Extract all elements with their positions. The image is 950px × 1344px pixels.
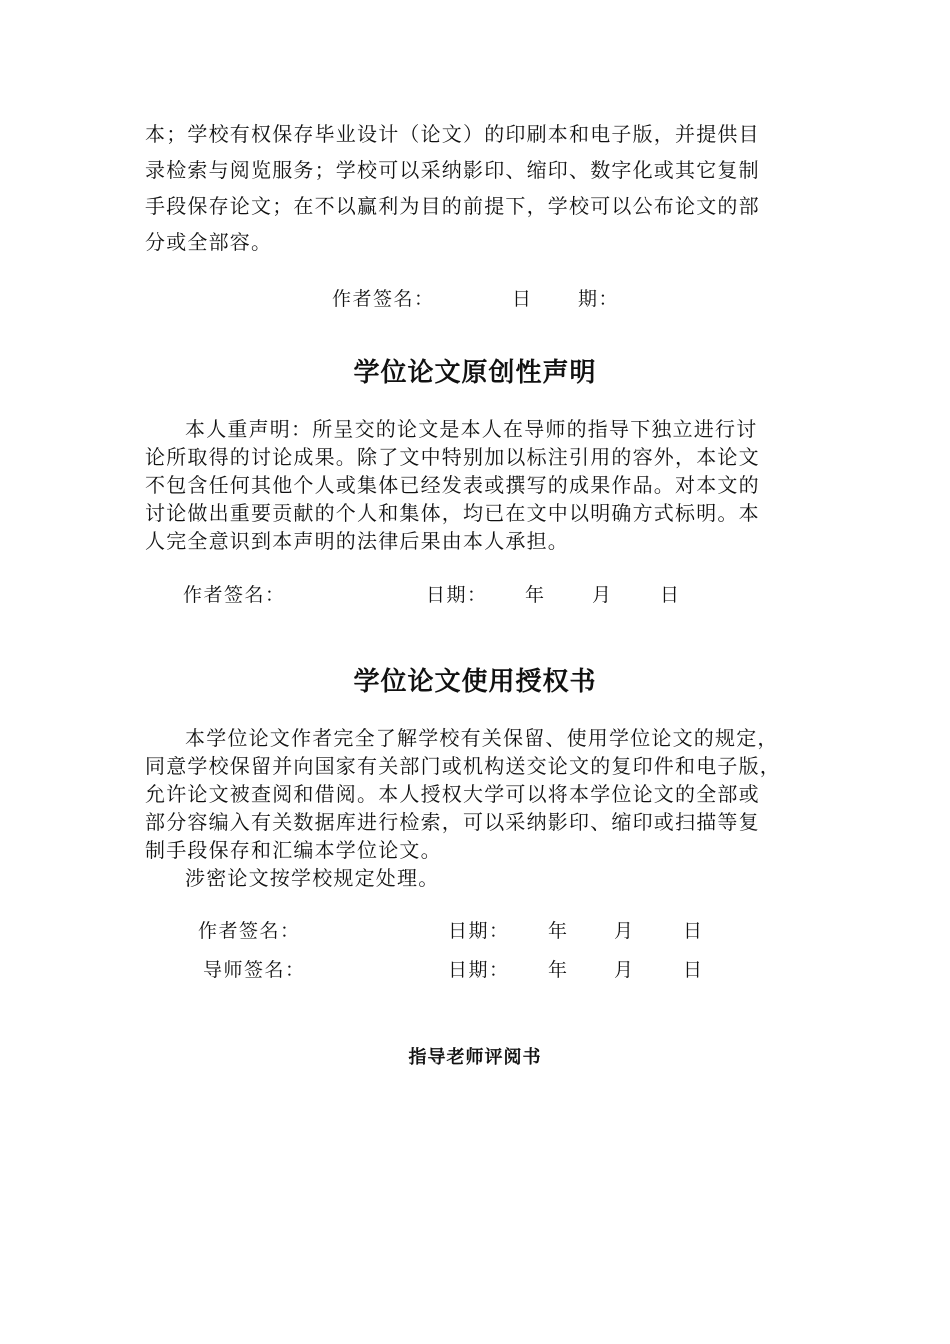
authorization-advisor-date-label: 日期： [448,959,510,981]
intro-date-label-period: 期： [578,288,620,310]
authorization-line: 制手段保存和汇编本学位论文。 [145,838,442,862]
originality-author-signature-label: 作者签名： [183,584,286,606]
authorization-advisor-signature-label: 导师签名： [203,959,306,981]
authorization-author-date-label: 日期： [448,920,510,942]
originality-line: 论所取得的讨论成果。除了文中特别加以标注引用的容外，本论文 [145,445,760,469]
authorization-paragraph [145,724,805,892]
originality-line: 不包含任何其他个人或集体已经发表或撰写的成果作品。对本文的 [145,473,760,497]
originality-line: 人完全意识到本声明的法律后果由本人承担。 [145,529,569,553]
authorization-line: 同意学校保留并向国家有关部门或机构送交论文的复印件和电子版， [145,754,781,778]
authorization-line: 允许论文被查阅和借阅。本人授权大学可以将本学位论文的全部或 [145,782,760,806]
authorization-advisor-day-label: 日 [683,959,704,981]
authorization-advisor-year-label: 年 [548,959,569,981]
authorization-title: 学位论文使用授权书 [353,667,597,697]
originality-day-label: 日 [660,584,681,606]
intro-author-signature-label: 作者签名： [332,288,435,310]
intro-date-label-day: 日 [512,288,533,310]
authorization-line: 部分容编入有关数据库进行检索，可以采纳影印、缩印或扫描等复 [145,810,760,834]
authorization-author-year-label: 年 [548,920,569,942]
originality-title: 学位论文原创性声明 [353,358,597,388]
intro-paragraph [145,120,805,256]
review-title: 指导老师评阅书 [408,1047,542,1068]
authorization-author-signature-label: 作者签名： [198,920,301,942]
intro-line: 录检索与阅览服务；学校可以采纳影印、缩印、数字化或其它复制 [145,158,760,182]
originality-line: 本人重声明：所呈交的论文是本人在导师的指导下独立进行讨 [185,417,758,441]
authorization-line: 本学位论文作者完全了解学校有关保留、使用学位论文的规定， [185,726,779,750]
intro-line: 本；学校有权保存毕业设计（论文）的印刷本和电子版，并提供目 [145,122,760,146]
originality-date-label: 日期： [426,584,488,606]
originality-year-label: 年 [525,584,546,606]
originality-line: 讨论做出重要贡献的个人和集体，均已在文中以明确方式标明。本 [145,501,760,525]
originality-paragraph [145,415,805,555]
authorization-advisor-month-label: 月 [614,959,635,981]
secret-note: 涉密论文按学校规定处理。 [185,866,440,890]
intro-line: 手段保存论文；在不以赢利为目的前提下，学校可以公布论文的部 [145,194,760,218]
intro-line: 分或全部容。 [145,230,273,254]
authorization-author-month-label: 月 [614,920,635,942]
authorization-author-day-label: 日 [683,920,704,942]
originality-month-label: 月 [592,584,613,606]
